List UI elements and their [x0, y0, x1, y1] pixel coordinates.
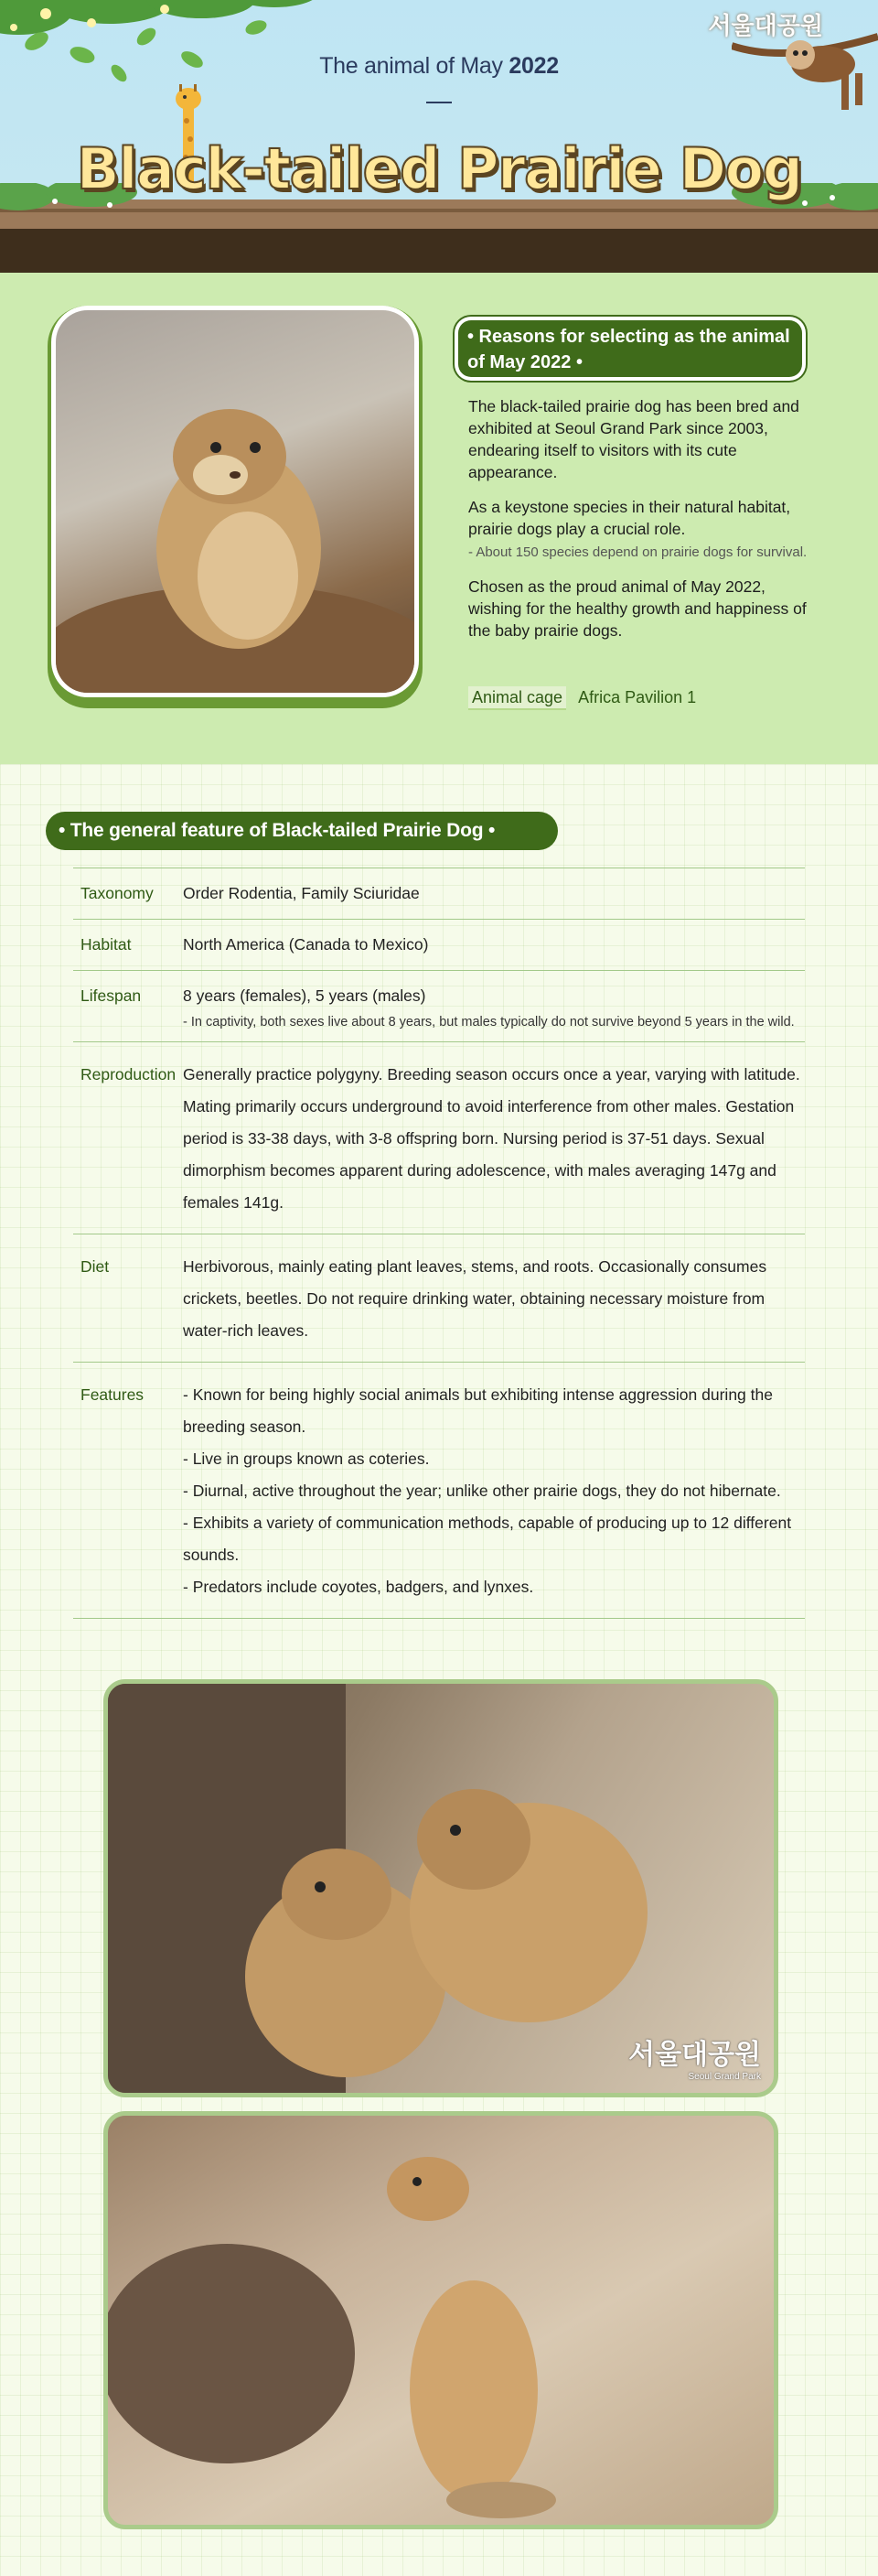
reason-note: - About 150 species depend on prairie dogs for survival. — [468, 544, 808, 560]
features-section — [0, 764, 878, 2576]
reasons-badge: • Reasons for selecting as the animal of May 2022 • — [455, 317, 806, 381]
feature-line: - Diurnal, active throughout the year; unlike other prairie dogs, they do not hibernate. — [183, 1482, 781, 1500]
park-logo: 서울대공원 — [708, 12, 823, 39]
row-value — [183, 1363, 805, 1619]
table-row — [73, 868, 805, 920]
table-row — [73, 1234, 805, 1363]
prairie-dogs-pair-photo — [103, 1679, 778, 2097]
reason-paragraph-3: Chosen as the proud animal of May 2022, wishing for the healthy growth and happiness of the baby prairie dogs. — [468, 577, 807, 640]
row-value: Generally practice polygyny. Breeding season occurs once a year, varying with latitude. Mating primarily occurs underground to avoid interference from other males. Gestation period is 33-38 days, with 3-8 offspring born. Nursing period is 37-51 days. Sexual dimorphism becomes apparent during adolescence, with males averaging 147g and females 141g. — [183, 1042, 805, 1234]
reason-paragraph-2: As a keystone species in their natural habitat, prairie dogs play a crucial role. - About 150 species depend on prairie dogs for survival. — [468, 498, 808, 560]
animal-cage-info — [468, 688, 696, 707]
page-subtitle: The animal of May 2022 — [319, 53, 559, 79]
row-value: North America (Canada to Mexico) — [183, 920, 805, 971]
features-table — [73, 868, 805, 1619]
row-value: Herbivorous, mainly eating plant leaves, stems, and roots. Occasionally consumes crickets, beetles. Do not require drinking water, obtaining necessary moisture from water-rich leaves. — [183, 1234, 805, 1363]
reasons-section — [0, 273, 878, 764]
row-key: Taxonomy — [73, 868, 183, 920]
reason-paragraph-1: The black-tailed prairie dog has been bred and exhibited at Seoul Grand Park since 2003, endearing itself to visitors with its cute appearance. — [468, 397, 799, 481]
reasons-text — [468, 395, 812, 654]
prairie-dog-standing-photo — [103, 2111, 778, 2529]
table-row — [73, 1363, 805, 1619]
prairie-dog-standing-illustration-icon — [108, 2116, 774, 2525]
row-key: Features — [73, 1363, 183, 1619]
row-key: Diet — [73, 1234, 183, 1363]
feature-line: - Known for being highly social animals but exhibiting intense aggression during the breeding season. — [183, 1385, 773, 1436]
cage-value: Africa Pavilion 1 — [578, 688, 697, 706]
page-title: Black-tailed Prairie Dog — [76, 135, 802, 202]
table-row — [73, 920, 805, 971]
row-key: Habitat — [73, 920, 183, 971]
row-note: - In captivity, both sexes live about 8 years, but males typically do not survive beyond 5 years in the wild. — [183, 1015, 795, 1029]
prairie-dog-photo — [51, 306, 419, 697]
cage-label: Animal cage — [468, 686, 566, 710]
feature-line: - Live in groups known as coteries. — [183, 1450, 430, 1468]
features-heading: • The general feature of Black-tailed Prairie Dog • — [46, 812, 558, 850]
table-row — [73, 971, 805, 1042]
row-key: Reproduction — [73, 1042, 183, 1234]
subtitle-divider — [426, 102, 452, 103]
row-value: 8 years (females), 5 years (males) - In captivity, both sexes live about 8 years, but males typically do not survive beyond 5 years in the wild. — [183, 971, 805, 1042]
leaves-decoration-icon — [0, 0, 329, 101]
soil-strip — [0, 229, 878, 273]
feature-line: - Exhibits a variety of communication methods, capable of producing up to 12 different sounds. — [183, 1514, 792, 1564]
row-value: Order Rodentia, Family Sciuridae — [183, 868, 805, 920]
prairie-dog-illustration-icon — [56, 310, 414, 693]
photo-watermark: 서울대공원 Seoul Grand Park — [628, 2040, 761, 2082]
feature-line: - Predators include coyotes, badgers, and lynxes. — [183, 1578, 534, 1596]
prairie-dog-photo-frame — [48, 306, 423, 708]
header-banner — [0, 0, 878, 273]
row-key: Lifespan — [73, 971, 183, 1042]
table-row — [73, 1042, 805, 1234]
